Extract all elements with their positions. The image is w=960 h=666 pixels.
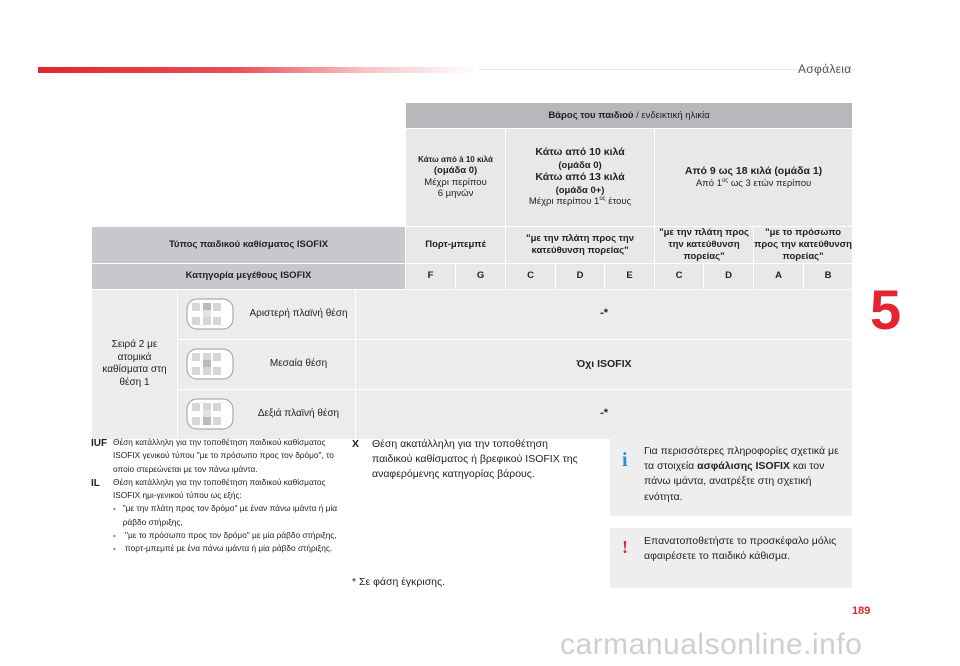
- legend-x: [352, 437, 587, 483]
- info-icon: i: [622, 449, 628, 471]
- seat-label: Αριστερή πλαϊνή θέση: [249, 307, 348, 319]
- legend-notes: IUF Θέση κατάλληλη για την τοποθέτηση παιδικού καθίσματος ISOFIX γενικού τύπου "με το πρόσωπο προς τον δρόμο", το οποίο στερεώνεται με τον πάνω ιμάντα. IL Θέση κατάλληλη για την τοποθέτηση παιδικού καθίσματος ISOFIX ημι-γενικού τύπου ως εξής: - "με την πλάτη προς τον δρόμο" με έναν πάνω ιμάντα ή μία ράβδο στήριξης, - "με το πρόσωπο προς τον δρόμο" με μία ράβδο στήριξης, - πορτ-μπεμπέ με ένα πάνω ιμάντα ή μία ράβδο στήριξης.: [91, 436, 346, 555]
- seat-right-outer: [178, 389, 356, 439]
- size-class-cell: G: [456, 263, 506, 289]
- seat-type-rear-facing: "με την πλάτη προς την κατεύθυνση πορείας": [506, 227, 655, 264]
- seat-type-forward-facing: "με το πρόσωπο προς την κατεύθυνση πορείας": [754, 227, 852, 262]
- legend-abbr: IL: [91, 477, 100, 489]
- seat-label: Δεξιά πλαϊνή θέση: [257, 407, 340, 419]
- size-class-cell: C: [655, 263, 704, 289]
- list-item: πορτ-μπεμπέ με ένα πάνω ιμάντα ή μία ράβδο στήριξης.: [125, 543, 333, 554]
- seat-label: Μεσαία θέση: [269, 357, 328, 369]
- legend-abbr: IUF: [91, 438, 108, 449]
- size-class-cell: E: [605, 263, 655, 289]
- size-class-cell: A: [754, 263, 804, 289]
- seat-left-value: -*: [356, 289, 853, 339]
- legend-abbr: X: [352, 438, 360, 450]
- car-seat-right-icon: [186, 397, 234, 431]
- weight-col-9-18kg: Από 9 ως 18 κιλά (ομάδα 1) Από $1^{o\varsigma}$ ως 3 ετών περίπου: [655, 129, 853, 227]
- legend-text: Θέση ακατάλληλη για την τοποθέτηση παιδικού καθίσματος ή βρεφικού ISOFIX της αναφερόμενης κατηγορίας βάρους.: [372, 438, 578, 481]
- warning-icon: !: [622, 537, 628, 557]
- row-group-label: Σειρά 2 με ατομικά καθίσματα στη θέση 1: [92, 289, 178, 439]
- weight-header: Βάρος του παιδιού / ενδεικτική ηλικία: [406, 103, 853, 129]
- list-item: "με το πρόσωπο προς τον δρόμο" με μία ράβδο στήριξης,: [125, 529, 337, 540]
- size-class-cell: F: [406, 263, 456, 289]
- chapter-number: 5: [870, 278, 902, 341]
- size-class-cell: C: [506, 263, 556, 289]
- legend-text: Θέση κατάλληλη για την τοποθέτηση παιδικού καθίσματος ISOFIX γενικού τύπου "με το πρόσωπο προς τον δρόμο", το οποίο στερεώνεται με τον πάνω ιμάντα.: [113, 437, 334, 474]
- weight-col-under-10kg: Κάτω από à 10 κιλά (ομάδα 0) Μέχρι περίπου 6 μηνών: [406, 129, 506, 227]
- header-accent-bar: [38, 67, 478, 73]
- size-class-cell: B: [804, 263, 853, 289]
- seat-type-label: Τύπος παιδικού καθίσματος ISOFIX: [92, 227, 406, 264]
- size-class-cell: D: [556, 263, 605, 289]
- size-class-label: Κατηγορία μεγέθους ISOFIX: [92, 263, 406, 289]
- seat-type-rear-facing-small: "με την πλάτη προς την κατεύθυνση πορείας": [655, 227, 754, 264]
- size-class-cell: D: [704, 263, 754, 289]
- seat-left-outer: [178, 289, 356, 339]
- isofix-table: [91, 102, 853, 440]
- car-seat-left-icon: [186, 297, 234, 331]
- seat-center: [178, 339, 356, 389]
- warning-box: ! Επανατοποθετήστε το προσκέφαλο μόλις αφαιρέσετε το παιδικό κάθισμα.: [610, 528, 852, 588]
- seat-center-value: Όχι ISOFIX: [356, 339, 853, 389]
- weight-col-under-13kg: Κάτω από 10 κιλά (ομάδα 0) Κάτω από 13 κιλά (ομάδα 0+) Μέχρι περίπου $1^{o\varsigma}$ έτους: [506, 129, 655, 227]
- seat-right-value: -*: [356, 389, 853, 439]
- section-title: Ασφάλεια: [798, 62, 852, 76]
- seat-type-carrycot: Πορτ-μπεμπέ: [406, 227, 506, 264]
- page-number: 189: [852, 605, 871, 617]
- watermark: carmanualsonline.info: [560, 628, 863, 661]
- list-item: "με την πλάτη προς τον δρόμο" με έναν πάνω ιμάντα ή μία ράβδο στήριξης,: [122, 503, 338, 527]
- legend-text: Θέση κατάλληλη για την τοποθέτηση παιδικού καθίσματος ISOFIX ημι-γενικού τύπου ως εξής:: [113, 476, 326, 501]
- info-box: i Για περισσότερες πληροφορίες σχετικά με τα στοιχεία ασφάλισης ISOFIX και τον πάνω ιμάντα, ανατρέξτε στη σχετική ενότητα.: [610, 436, 852, 516]
- footnote-star: * Σε φάση έγκρισης.: [352, 576, 445, 588]
- car-seat-center-icon: [186, 347, 234, 381]
